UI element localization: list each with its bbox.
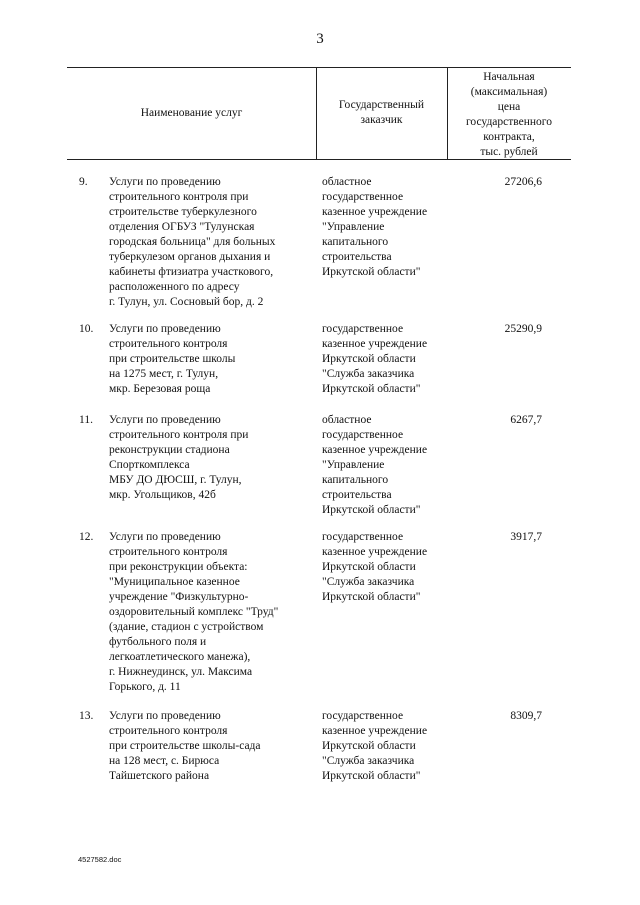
row-price: 25290,9 (504, 323, 542, 335)
row-service: Услуги по проведению строительного контроля при реконструкции объекта: "Муниципальное казенное учреждение "Физкультурно- оздоровительный комплекс "Труд" (здание, стадион с устройством футбольного поля и легкоатлетического манежа), г. Нижнеудинск, ул. Максима Горького, д. 11 (109, 531, 279, 693)
row-service: Услуги по проведению строительного контроля при реконструкции стадиона Спорткомплекса МБУ ДО ДЮСШ, г. Тулун, мкр. Угольщиков, 42б (109, 414, 249, 501)
row-price: 3917,7 (510, 531, 542, 543)
row-number: 9. (79, 176, 88, 188)
row-customer: государственное казенное учреждение Иркутской области "Служба заказчика Иркутской области" (322, 323, 428, 395)
row-service: Услуги по проведению строительного контроля при строительстве туберкулезного отделения ОГБУЗ "Тулунская городская больница" для больных туберкулезом органов дыхания и кабинеты фтизиатра участкового, расположенного по адресу г. Тулун, ул. Сосновый бор, д. 2 (109, 176, 276, 308)
page-number: 3 (316, 31, 324, 47)
row-customer: государственное казенное учреждение Иркутской области "Служба заказчика Иркутской области" (322, 531, 428, 603)
document-footer: 4527582.doc (78, 855, 122, 864)
header-service: Наименование услуг (140, 107, 243, 119)
header-customer: Государственный заказчик (338, 99, 425, 126)
table-top-rule (67, 67, 571, 68)
row-number: 13. (79, 710, 94, 722)
row-service: Услуги по проведению строительного контроля при строительстве школы-сада на 128 мест, с. Бирюса Тайшетского района (109, 710, 261, 782)
header-price: Начальная (максимальная) цена государственного контракта, тыс. рублей (466, 71, 552, 158)
row-price: 8309,7 (510, 710, 542, 722)
row-number: 10. (79, 323, 94, 335)
row-service: Услуги по проведению строительного контроля при строительстве школы на 1275 мест, г. Тулун, мкр. Березовая роща (109, 323, 236, 395)
row-customer: областное государственное казенное учреждение "Управление капитального строительства Иркутской области" (322, 414, 428, 516)
row-customer: областное государственное казенное учреждение "Управление капитального строительства Иркутской области" (322, 176, 428, 278)
row-price: 27206,6 (504, 176, 542, 188)
row-number: 11. (79, 414, 93, 426)
row-price: 6267,7 (510, 414, 542, 426)
row-customer: государственное казенное учреждение Иркутской области "Служба заказчика Иркутской области" (322, 710, 428, 782)
row-number: 12. (79, 531, 94, 543)
